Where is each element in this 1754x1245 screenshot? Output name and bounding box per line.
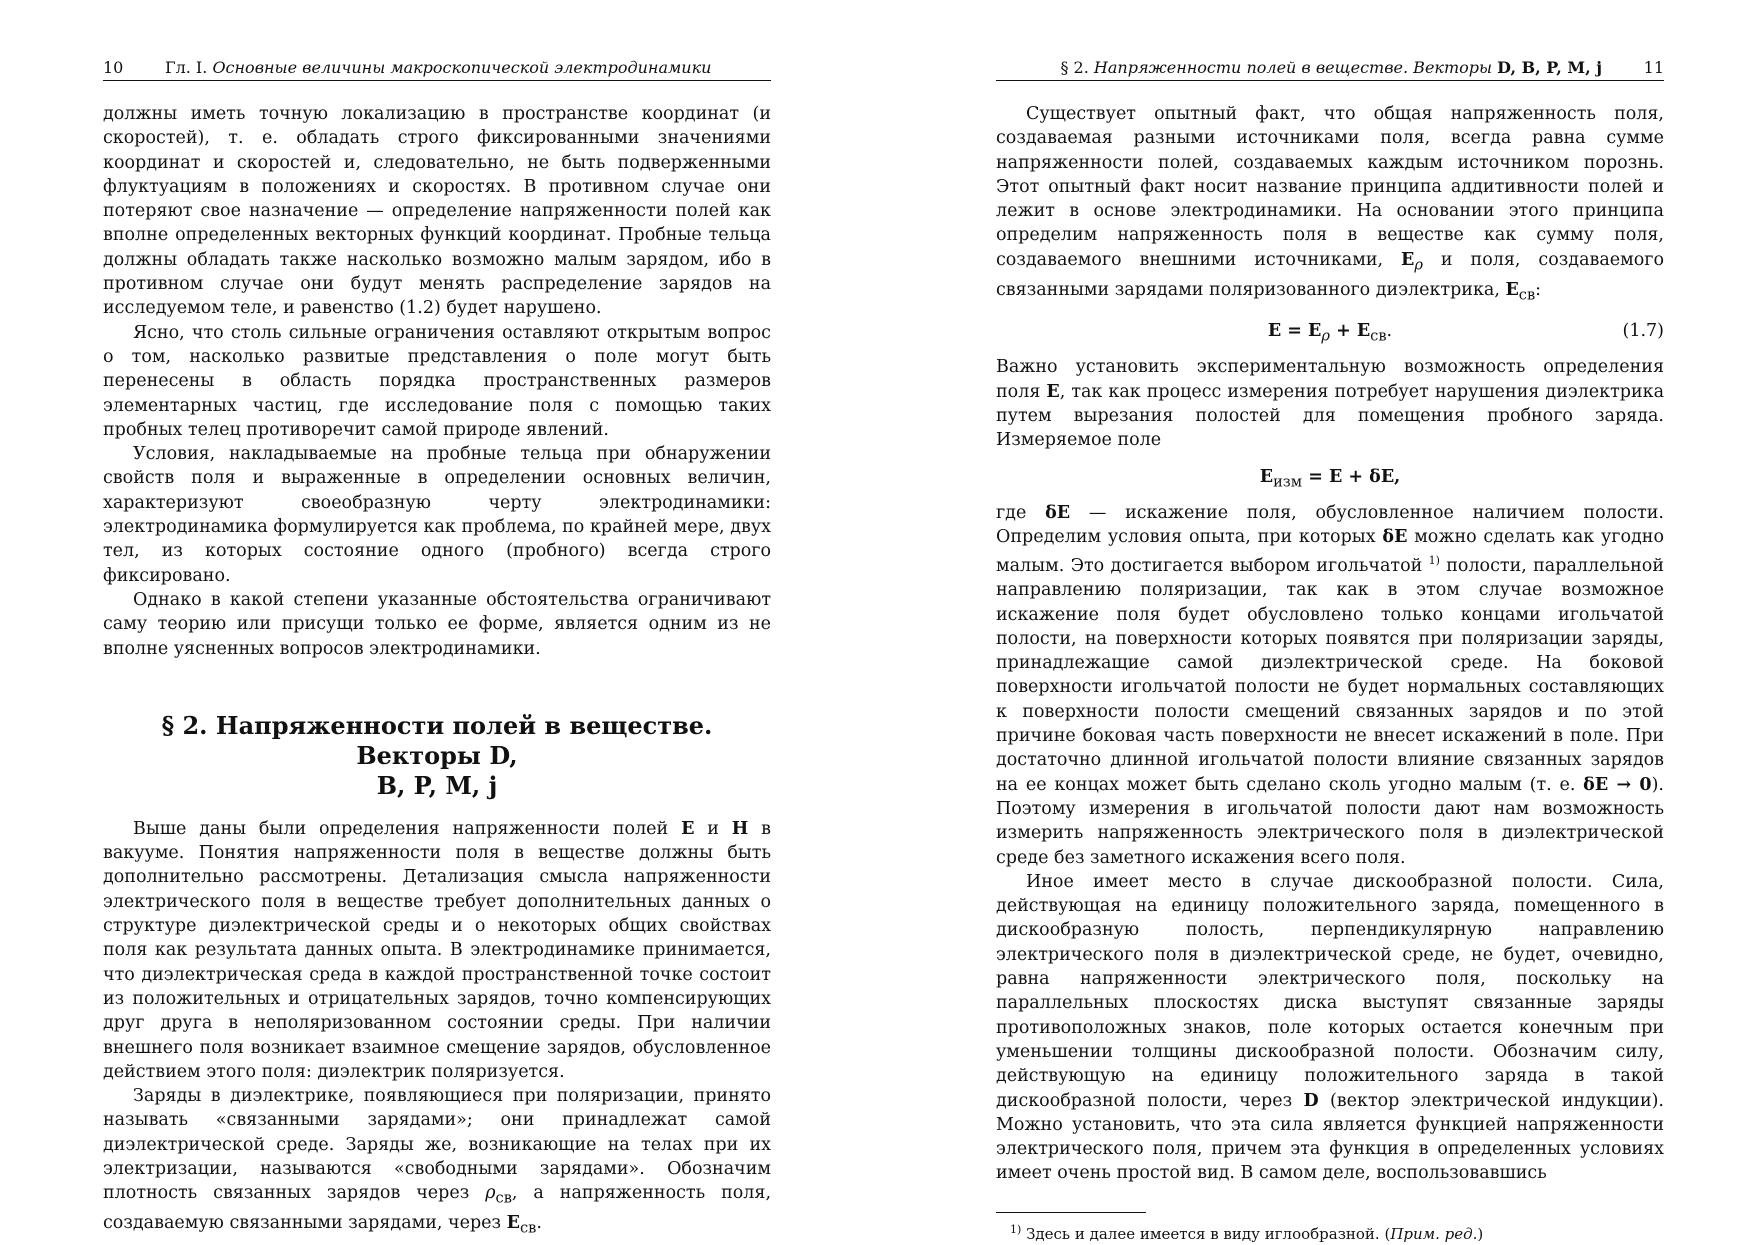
paragraph: Существует опытный факт, что общая напряженность поля, создаваемая разными источниками поля, всегда равна сумме напряженности полей, создаваемых каждым источником порознь. Этот опытный факт носит название принципа аддитивности полей и лежит в основе электродинамики. На основании этого принципа определим напряженность поля в веществе как сумму поля, создаваемого внешними источниками, $E_\rho$ и поля, создаваемого связанными зарядами поляризованного диэлектрика, $E_{св}$: — [996, 104, 1664, 304]
right-body — [996, 102, 1664, 1245]
paragraph: должны иметь точную локализацию в пространстве координат (и скоростей), т. е. обладать строго фиксированными значениями координат и скоростей и, следовательно, не быть подверженными флуктуациям в положениях и скоростях. В противном случае они потеряют свое назначение — определение напряженности полей как вполне определенных векторных функций координат. Пробные тельца должны обладать также насколько возможно малым зарядом, ибо в противном случае они будут менять распределение зарядов на исследуемом теле, и равенство (1.2) будет нарушено. — [103, 104, 771, 319]
right-running-title: § 2. Напряженности полей в веществе. Векторы D, B, P, M, j — [1060, 58, 1602, 77]
footnote: $^{1)}$ Здесь и далее имеется в виду иглообразной. (Прим. ред.) — [1010, 1222, 1484, 1243]
left-body — [103, 102, 771, 1241]
left-page-number: 10 — [103, 58, 124, 77]
paragraph: Ясно, что столь сильные ограничения оставляют открытым вопрос о том, насколько развитые представления о поле могут быть перенесены в область порядка пространственных размеров элементарных частиц, где исследование поля с помощью таких пробных телец противоречит самой природе явлений. — [103, 322, 771, 440]
section-heading: § 2. Напряженности полей в веществе. Векторы D, B, P, M, j — [161, 710, 713, 800]
equation-number: (1.7) — [1622, 321, 1664, 342]
paragraph: Заряды в диэлектрике, появляющиеся при поляризации, принято называть «связанными зарядами»; они принадлежат самой диэлектрической среде. Заряды же, возникающие на телах при их электризации, называются «свободными зарядами». Обозначим плотность связанных зарядов через $\rho_{св}$, а напряженность поля, создаваемую связанными зарядами, через $E_{св}$. — [103, 1086, 772, 1237]
paragraph: где δE — искажение поля, обусловленное наличием полости. Определим условия опыта, при которых δE можно сделать как угодно малым. Это достигается выбором игольчатой $^{1)}$ полости, параллельной направлению поляризации, так как в этом случае возможное искажение поля будет обусловлено только концами игольчатой полости, на поверхности которых появятся при поляризации заряды, принадлежащие самой диэлектрической среде. На боковой поверхности игольчатой полости не будет нормальных составляющих к поверхности полости смещений связанных зарядов и по этой причине боковая часть поверхности не внесет искажений в поле. При достаточно длинной игольчатой полости влияние связанных зарядов на ее концах может быть сделано сколь угодно малым (т. е. δE → 0). Поэтому измерения в игольчатой полости дают нам возможность измерить напряженность электрического поля в диэлектрической среде без заметного искажения всего поля. — [996, 502, 1664, 868]
equation-measured-field: $E_{изм} = E + \delta E$, — [1259, 466, 1401, 491]
paragraph: Иное имеет место в случае дискообразной полости. Сила, действующая на единицу положительного заряда, помещенного в дискообразную полость, перпендикулярную направлению электрического поля в диэлектрической среде, не будет, очевидно, равна напряженности электрического поля, поскольку на параллельных плоскостях диска выступят связанные заряды противоположных знаков, поле которых остается конечным при уменьшении толщины дискообразной полости. Обозначим силу, действующую на единицу положительного заряда в такой дискообразной полости, через D (вектор электрической индукции). Можно установить, что эта сила является функцией напряженности электрического поля, причем эта функция в определенных условиях имеет очень простой вид. В самом деле, воспользовавшись — [996, 871, 1664, 1184]
left-running-title: Гл. I. Основные величины макроскопической электродинамики — [165, 58, 712, 77]
paragraph: Важно установить экспериментальную возможность определения поля E, так как процесс измерения потребует нарушения диэлектрика путем вырезания полостей для помещения пробного заряда. Измеряемое поле — [996, 357, 1664, 451]
paragraph: Однако в какой степени указанные обстоятельства ограничивают саму теорию или присущи только ее форме, является одним из не вполне уясненных вопросов электродинамики. — [103, 589, 771, 659]
right-page-number: 11 — [1643, 58, 1664, 77]
paragraph: Условия, накладываемые на пробные тельца при обнаружении свойств поля и выраженные в определении основных величин, характеризуют своеобразную черту электродинамики: электродинамика формулируется как проблема, по крайней мере, двух тел, из которых состояние одного (пробного) всегда строго фиксировано. — [103, 444, 771, 586]
footnote-rule — [996, 1212, 1146, 1213]
paragraph: Выше даны были определения напряженности полей E и H в вакууме. Понятия напряженности поля в веществе должны быть дополнительно рассмотрены. Детализация смысла напряженности электрического поля в веществе требует дополнительных данных о структуре диэлектрической среды и о некоторых общих свойствах поля как результата данных опыта. В электродинамике принимается, что диэлектрическая среда в каждой пространственной точке состоит из положительных и отрицательных зарядов, точно компенсирующих друг друга в неполяризованном состоянии среды. При наличии внешнего поля возникает взаимное смещение зарядов, обусловленное действием этого поля: диэлектрик поляризуется. — [103, 818, 772, 1082]
equation-1-7: $E = E_\rho + E_{св}$. (1.7) — [996, 317, 1664, 345]
right-running-head — [996, 58, 1664, 81]
footnote-ref: 1) — [1428, 554, 1440, 568]
left-running-head — [103, 58, 771, 81]
